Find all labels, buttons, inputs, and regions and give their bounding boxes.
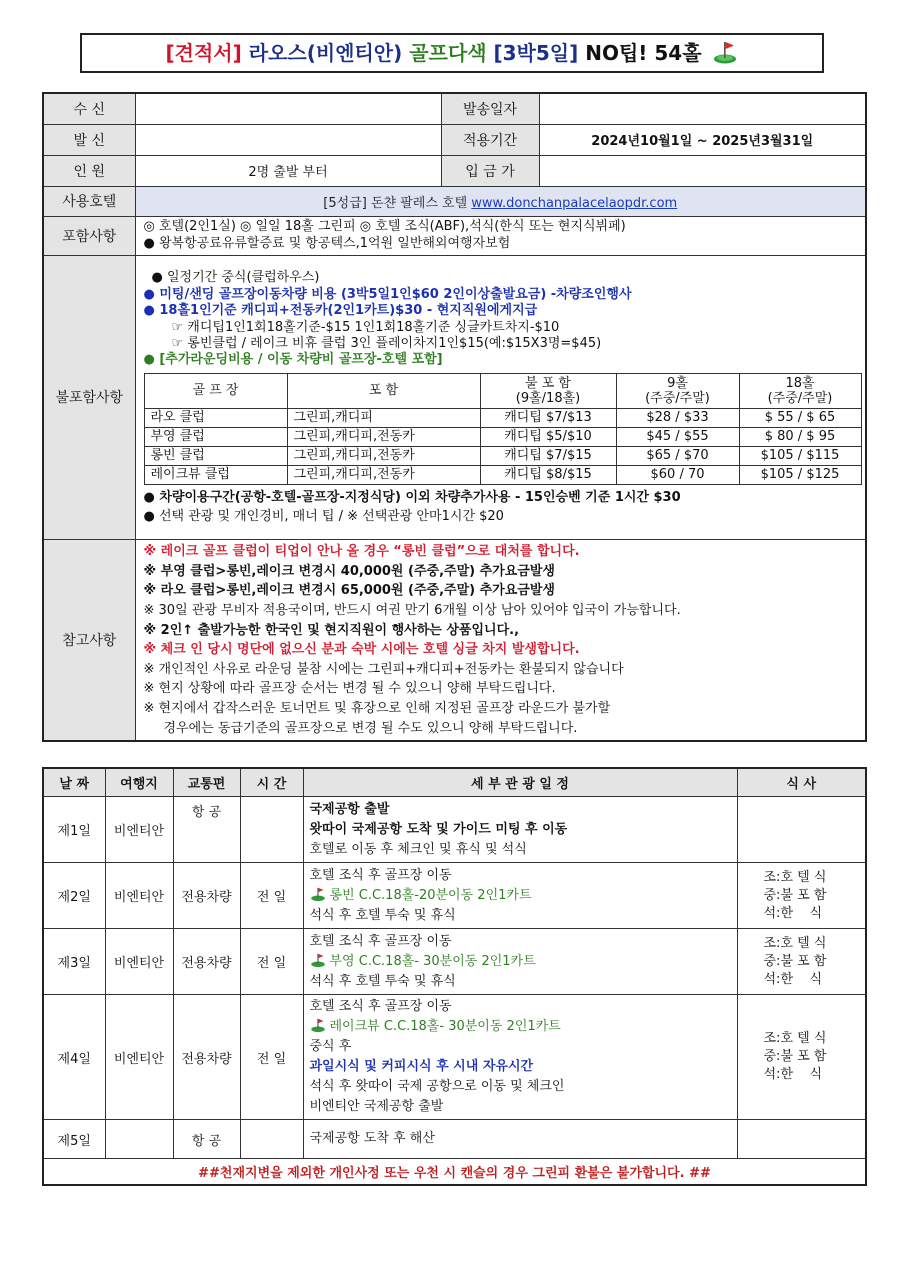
excluded-item: ● 미팅/샌딩 골프장이동차량 비용 (3박5일1인$60 2인이상출발요금) -차량조인행사 [143, 286, 632, 302]
recipient-value [135, 93, 441, 124]
price-value [539, 155, 866, 186]
place: 비엔티안 [105, 863, 173, 929]
notes-items [135, 539, 866, 741]
day-label: 제1일 [43, 797, 105, 863]
day-details: 호텔 조식 후 골프장 이동 레이크뷰 C.C.18홀- 30분이동 2인1카트 중식 후 과일시식 및 커피시식 후 시내 자유시간 석식 후 왓따이 국제 공항으로 이동 및 체크인 비엔티안 국제공항 출발 [303, 995, 737, 1120]
cancellation-notice: ##천재지변을 제외한 개인사정 또는 우천 시 캔슬의 경우 그린피 환불은 불가합니다. ## [43, 1159, 866, 1186]
time: 전 일 [240, 995, 303, 1120]
place: 비엔티안 [105, 995, 173, 1120]
excluded-item: ● [추가라운딩비용 / 이동 차량비 골프장-호텔 포함] [143, 352, 443, 368]
title-country: 라오스(비엔티안) [248, 41, 403, 65]
itinerary-table [42, 767, 867, 1186]
time: 전 일 [240, 863, 303, 929]
table-row: 부영 클럽 그린피,캐디피,전동카 캐디팁 $5/$10 $45 / $55 $ 80 / $ 95 [144, 427, 861, 446]
note-item: ※ 2인↑ 출발가능한 한국인 및 현지직원이 행사하는 상품입니다., [143, 622, 520, 638]
title-duration: [3박5일] [493, 41, 579, 65]
meals [737, 1120, 866, 1159]
note-item: ※ 라오 클럽>롱빈,레이크 변경시 65,000원 (주중,주말) 추가요금발생 [143, 583, 555, 599]
golf-header-included: 포 함 [287, 373, 480, 408]
golf-header-18hole: 18홀 (주중/주말) [739, 373, 861, 408]
note-item: ※ 현지 상황에 따라 골프장 순서는 변경 될 수 있으니 양해 부탁드립니다. [143, 681, 556, 697]
excluded-item: ● 선택 관광 및 개인경비, 매너 팁 / ※ 선택관광 안마1시간 $20 [143, 508, 504, 524]
meals [737, 797, 866, 863]
day-label: 제5일 [43, 1120, 105, 1159]
note-item: ※ 체크 인 당시 명단에 없으신 분과 숙박 시에는 호텔 싱글 차지 발생합니다. [143, 642, 580, 658]
place: 비엔티안 [105, 797, 173, 863]
send-date-label: 발송일자 [441, 93, 539, 124]
day-details: 국제공항 출발 왓따이 국제공항 도착 및 가이드 미팅 후 이동 호텔로 이동 후 체크인 및 휴식 및 석식 [303, 797, 737, 863]
header-transport: 교통편 [173, 768, 240, 797]
header-place: 여행지 [105, 768, 173, 797]
quote-info-table [42, 92, 867, 742]
note-item: ※ 현지에서 갑작스러운 토너먼트 및 휴장으로 인해 지정된 골프장 라운드가 불가할 [143, 701, 611, 717]
table-row: 롱빈 클럽 그린피,캐디피,전동카 캐디팁 $7/$15 $65 / $70 $105 / $115 [144, 446, 861, 465]
header-details: 세 부 관 광 일 정 [303, 768, 737, 797]
golf-flag-icon [310, 886, 326, 902]
hotel-url-link[interactable]: www.donchanpalacelaopdr.com [471, 195, 678, 211]
day-label: 제4일 [43, 995, 105, 1120]
table-row [43, 863, 866, 929]
table-row [43, 929, 866, 995]
excluded-item: ● 차량이용구간(공항-호텔-골프장-지정식당) 이외 차량추가사용 - 15인승벤 기준 1시간 $30 [143, 489, 681, 505]
excluded-item: ☞ 롱빈클럽 / 레이크 비휴 클럽 3인 플레이차지1인$15(예:$15X3명=$45) [171, 335, 602, 351]
notes-label: 참고사항 [43, 539, 135, 741]
note-item: ※ 부영 클럽>롱빈,레이크 변경시 40,000원 (주중,주말) 추가요금발생 [143, 563, 555, 579]
header-time: 시 간 [240, 768, 303, 797]
hotel-name: [5성급] 돈챤 팔레스 호텔 [323, 195, 468, 211]
meals: 조:호 텔 식 중:불 포 함 석:한 식 [737, 863, 866, 929]
transport: 전용차량 [173, 929, 240, 995]
send-date-value [539, 93, 866, 124]
time: 전 일 [240, 929, 303, 995]
transport: 전용차량 [173, 995, 240, 1120]
day-label: 제2일 [43, 863, 105, 929]
place [105, 1120, 173, 1159]
transport: 항 공 [173, 797, 240, 863]
included-item: ◎ 호텔(2인1실) ◎ 일일 18홀 그린피 ◎ 호텔 조식(ABF),석식(한식 또는 현지식뷔페) [143, 219, 626, 235]
included-item: ● 왕복항공료유류할증료 및 항공텍스,1억원 일반해외여행자보험 [143, 235, 511, 251]
table-row [43, 797, 866, 863]
note-item: ※ 개인적인 사유로 라운딩 불참 시에는 그린피+캐디피+전동카는 환불되지 않습니다 [143, 661, 624, 677]
place: 비엔티안 [105, 929, 173, 995]
hotel-cell [135, 186, 866, 216]
table-row: 라오 클럽 그린피,캐디피 캐디팁 $7/$13 $28 / $33 $ 55 / $ 65 [144, 408, 861, 427]
people-value: 2명 출발 부터 [135, 155, 441, 186]
day-details: 호텔 조식 후 골프장 이동 부영 C.C.18홀- 30분이동 2인1카트 석식 후 호텔 투숙 및 휴식 [303, 929, 737, 995]
table-row [43, 995, 866, 1120]
meals: 조:호 텔 식 중:불 포 함 석:한 식 [737, 929, 866, 995]
sender-value [135, 124, 441, 155]
time [240, 1120, 303, 1159]
sender-label: 발 신 [43, 124, 135, 155]
document-title [80, 33, 824, 73]
golf-header-9hole: 9홀 (주중/주말) [616, 373, 739, 408]
excluded-item: ● 일정기간 중식(클럽하우스) [151, 270, 320, 286]
golf-header-excluded: 불 포 함 (9홀/18홀) [480, 373, 616, 408]
golf-header-course: 골 프 장 [144, 373, 287, 408]
period-label: 적용기간 [441, 124, 539, 155]
day-details: 국제공항 도착 후 해산 [303, 1120, 737, 1159]
meals: 조:호 텔 식 중:불 포 함 석:한 식 [737, 995, 866, 1120]
title-product: 골프다색 [409, 41, 487, 65]
note-item: ※ 레이크 골프 클럽이 티업이 안나 올 경우 “롱빈 클럽”으로 대처를 합니다. [143, 544, 580, 560]
golf-flag-icon [712, 39, 738, 65]
header-date: 날 짜 [43, 768, 105, 797]
excluded-items [135, 255, 866, 539]
title-tagline: NO팁! 54홀 [585, 41, 702, 65]
golf-flag-icon [310, 1017, 326, 1033]
table-row: 레이크뷰 클럽 그린피,캐디피,전동카 캐디팁 $8/$15 $60 / 70 $105 / $125 [144, 465, 861, 484]
people-label: 인 원 [43, 155, 135, 186]
recipient-label: 수 신 [43, 93, 135, 124]
golf-flag-icon [310, 952, 326, 968]
price-label: 입 금 가 [441, 155, 539, 186]
transport: 전용차량 [173, 863, 240, 929]
period-value: 2024년10월1일 ~ 2025년3월31일 [539, 124, 866, 155]
hotel-label: 사용호텔 [43, 186, 135, 216]
day-label: 제3일 [43, 929, 105, 995]
transport: 항 공 [173, 1120, 240, 1159]
excluded-item: ● 18홀1인기준 캐디피+전동카(2인1카트)$30 - 현지직원에게지급 [143, 303, 538, 319]
title-bracket: [견적서] [165, 41, 242, 65]
table-row [43, 1120, 866, 1159]
included-label: 포함사항 [43, 216, 135, 255]
note-item: ※ 30일 관광 무비자 적용국이며, 반드시 여권 만기 6개월 이상 남아 있어야 입국이 가능합니다. [143, 603, 681, 619]
time [240, 797, 303, 863]
included-items [135, 216, 866, 255]
day-details: 호텔 조식 후 골프장 이동 롱빈 C.C.18홀-20분이동 2인1카트 석식 후 호텔 투숙 및 휴식 [303, 863, 737, 929]
excluded-item: ☞ 캐디팁1인1회18홀기준-$15 1인1회18홀기준 싱글카트차지-$10 [171, 319, 560, 335]
golf-course-table [144, 373, 862, 485]
header-meals: 식 사 [737, 768, 866, 797]
excluded-label: 불포함사항 [43, 255, 135, 539]
note-item: 경우에는 동급기준의 골프장으로 변경 될 수도 있으니 양해 부탁드립니다. [163, 720, 578, 736]
